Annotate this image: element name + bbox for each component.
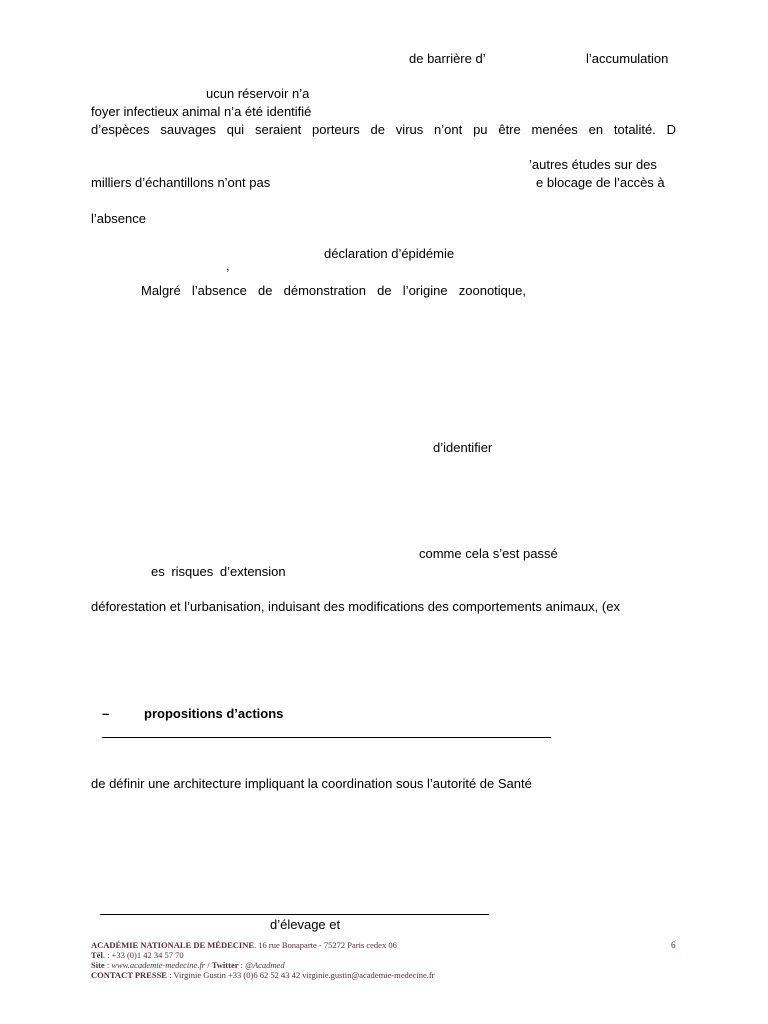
text-fragment: , — [226, 258, 230, 273]
text-fragment: déclaration d’épidémie — [324, 246, 455, 261]
footnote-separator — [100, 914, 489, 915]
text-fragment: es risques d’extension — [151, 564, 286, 579]
footer-press-value: : Virginie Gustin +33 (0)6 62 52 43 42 virginie.gustin@academie-medecine.fr — [166, 970, 435, 980]
footer-address — [91, 940, 397, 950]
text-fragment: d’élevage et — [270, 917, 341, 932]
text-fragment: l’absence — [91, 211, 146, 226]
text-line: déforestation et l’urbanisation, induisant des modifications des comportements animaux, (ex — [91, 599, 620, 614]
footer-address-text: . 16 rue Bonaparte - 75272 Paris cedex 06 — [254, 940, 397, 950]
page-number: 6 — [671, 940, 676, 950]
footer-org-name: ACADÉMIE NATIONALE DE MÉDECINE — [91, 940, 255, 950]
footer-site-link[interactable]: www.academie-medecine.fr — [111, 960, 206, 970]
footer-phone — [91, 950, 184, 960]
text-line: Malgré l’absence de démonstration de l’origine zoonotique, — [141, 283, 526, 298]
section-heading: propositions d’actions — [144, 706, 284, 721]
text-fragment: comme cela s’est passé — [419, 546, 558, 561]
text-fragment: d’identifier — [433, 440, 493, 455]
footer-sep: / — [205, 960, 212, 970]
footer-press — [91, 970, 435, 980]
footer-web — [91, 960, 285, 970]
footer-sep: : — [238, 960, 246, 970]
footer-site-label: Site — [91, 960, 105, 970]
footer-tel-label: Tél — [91, 950, 103, 960]
footer-tel-value: . : +33 (0)1 42 34 57 70 — [102, 950, 184, 960]
footer-twitter-link[interactable]: @Acadmed — [245, 960, 285, 970]
text-fragment: ’autres études sur des — [529, 157, 657, 172]
text-fragment: milliers d’échantillons n’ont pas — [91, 175, 271, 190]
text-fragment: e blocage de l’accès à — [536, 175, 665, 190]
text-fragment: foyer infectieux animal n’a été identifié — [91, 104, 312, 119]
footer-twitter-label: Twitter — [211, 960, 239, 970]
footer-sep: : — [104, 960, 112, 970]
section-underline — [102, 737, 551, 738]
text-fragment: l’accumulation — [586, 51, 669, 66]
text-fragment: de barrière d’ — [409, 51, 486, 66]
text-fragment: ucun réservoir n’a — [206, 86, 310, 101]
text-line: de définir une architecture impliquant la coordination sous l’autorité de Santé — [91, 776, 532, 791]
footer-press-label: CONTACT PRESSE — [91, 970, 167, 980]
section-dash: – — [102, 706, 110, 721]
text-line: d’espèces sauvages qui seraient porteurs de virus n’ont pu être menées en totalité. D — [91, 122, 676, 137]
